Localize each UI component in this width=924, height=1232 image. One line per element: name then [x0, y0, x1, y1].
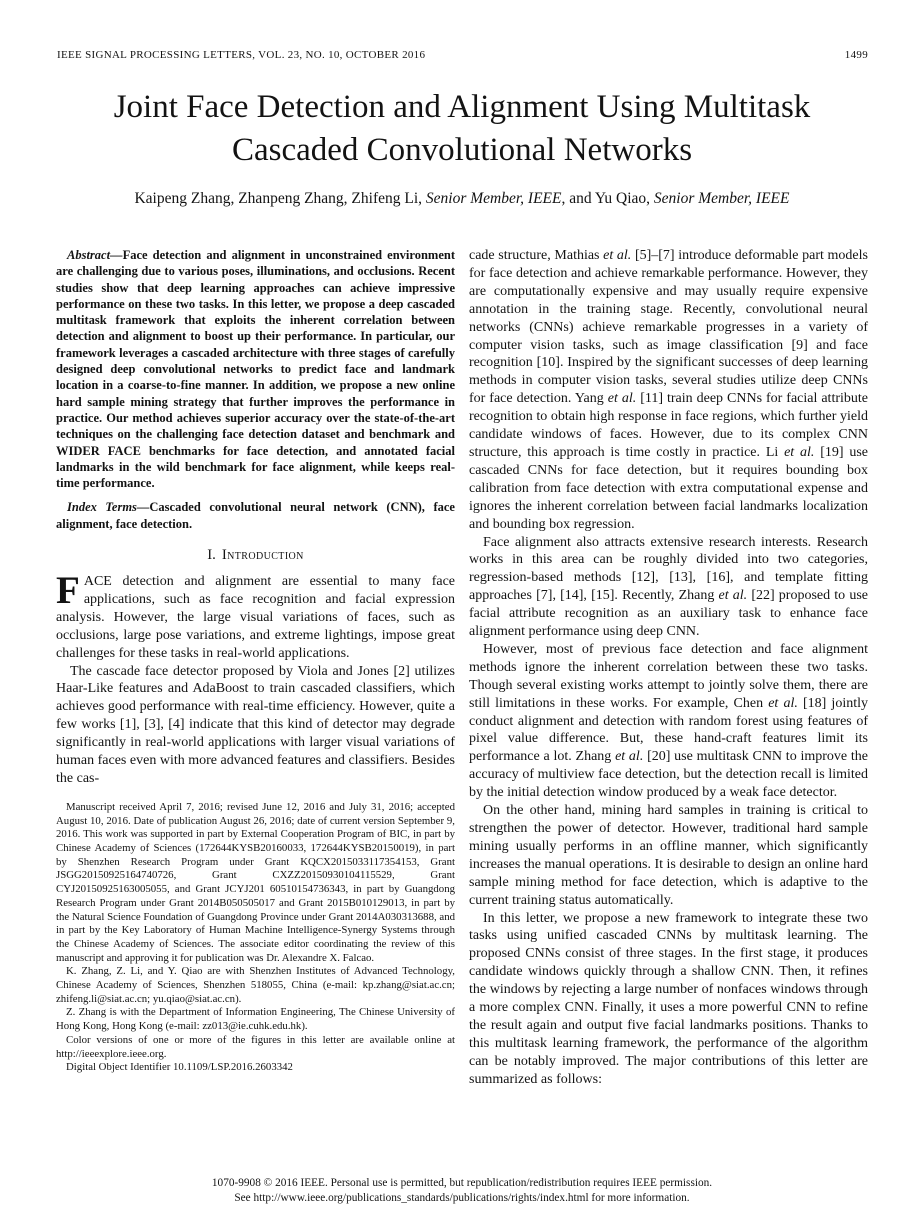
intro-paragraph-1: [56, 569, 455, 663]
first-page-footnote: [56, 801, 455, 1075]
footnote-affiliation-2: Z. Zhang is with the Department of Information Engineering, The Chinese University of Hong Kong, Hong Kong (e-mail: zz013@ie.cuhk.edu.hk).: [56, 1006, 455, 1033]
body-paragraph: In this letter, we propose a new framework to integrate these two tasks using unified cascaded CNNs by multitask learning. The proposed CNNs consist of three stages. In the first stage, it produces candidate windows quickly through a shallow CNN. Then, it refines the windows by rejecting a large number of nonfaces windows through a more complex CNN. Finally, it uses a more powerful CNN to refine the result again and output five facial landmarks positions. Thanks to this multitask learning framework, the performance of the algorithm can be notably improved. The major contributions of this letter are summarized as follows:: [469, 910, 868, 1087]
right-column: [469, 247, 868, 1089]
footnote-affiliation-1: K. Zhang, Z. Li, and Y. Qiao are with Shenzhen Institutes of Advanced Technology, Chinese Academy of Sciences, Shenzhen 518055, China (e-mail: kp.zhang@siat.ac.cn; zhifeng.li@siat.ac.cn; yu.qiao@siat.ac.cn).: [56, 965, 455, 1005]
footnote-doi: Digital Object Identifier 10.1109/LSP.2016.2603342: [66, 1061, 293, 1074]
section-title: Introduction: [221, 547, 304, 564]
paper-title: [0, 86, 924, 172]
index-terms-text: Cascaded convolutional neural network (CNN), face alignment, face detection.: [56, 500, 455, 531]
title-line-2: Cascaded Convolutional Networks: [231, 132, 693, 168]
copyright-footer: [0, 1176, 924, 1206]
journal-name: IEEE SIGNAL PROCESSING LETTERS, VOL. 23, NO. 10, OCTOBER 2016: [57, 49, 426, 61]
drop-cap: F: [56, 569, 80, 613]
index-terms-paragraph: [56, 499, 455, 532]
two-column-body: [56, 247, 868, 1089]
running-head: [57, 49, 868, 61]
index-terms-label: Index Terms—: [67, 500, 150, 515]
abstract-text: Face detection and alignment in unconstrained environment are challenging due to various poses, illuminations, and occlusions. Recent studies show that deep learning approaches can achieve impressive performance on these two tasks. In this letter, we propose a deep cascaded multitask framework that exploits the inherent correlation between detection and alignment to boost up their performance. In particular, our framework leverages a cascaded architecture with three stages of carefully designed deep convolutional networks to predict face and landmark location in a coarse-to-fine manner. In addition, we propose a new online hard sample mining strategy that further improves the performance in practice. Our method achieves superior accuracy over the state-of-the-art techniques on the challenging face detection dataset and benchmark and WIDER FACE benchmarks for face detection, and annotated facial landmarks in the wild benchmark for face alignment, while keeps real-time performance.: [56, 248, 455, 491]
intro-paragraph-1-text: ACE detection and alignment are essential to many face applications, such as face recognition and facial expression analysis. However, the large visual variations of faces, such as occlusions, large pose variations, and extreme lightings, impose great challenges for these tasks in real-world applications.: [56, 574, 455, 661]
section-number: I.: [207, 547, 216, 564]
abstract-paragraph: [56, 247, 455, 491]
body-paragraph: cade structure, Mathias et al. [5]–[7] introduce deformable part models for face detection and achieve remarkable performance. However, they are computationally expensive and may usually require expensive annotation in the training stage. Recently, convolutional neural networks (CNNs) achieve remarkable progresses in a variety of computer vision tasks, such as image classification [9] and face recognition [10]. Inspired by the significant successes of deep learning methods in computer vision tasks, several studies utilize deep CNNs for face detection. Yang et al. [11] train deep CNNs for facial attribute recognition to obtain high response in face regions, which further yield candidate windows of faces. However, due to its complex CNN structure, this approach is time costly in practice. Li et al. [19] use cascaded CNNs for face detection, but it requires bounding box calibration from face detection with extra computational expense and ignores the inherent correlation between facial landmarks localization and bounding box regression.: [469, 248, 868, 532]
author-names-1: Kaipeng Zhang, Zhanpeng Zhang, Zhifeng Li,: [134, 190, 426, 207]
left-column: [56, 247, 455, 1089]
body-paragraph: However, most of previous face detection and face alignment methods ignore the inherent correlation between these two tasks. Though several existing works attempt to jointly solve them, there are still limitations in these works. For example, Chen et al. [18] jointly conduct alignment and detection with random forest using features of pixel value difference. But, these hand-craft features limit its performance a lot. Zhang et al. [20] use multitask CNN to improve the accuracy of multiview face detection, but the detection recall is limited by the initial detection window produced by a weak face detector.: [469, 641, 868, 801]
intro-paragraph-2: The cascade face detector proposed by Viola and Jones [2] utilizes Haar-Like features and AdaBoost to train cascaded classifiers, which achieves good performance with real-time efficiency. However, quite a few works [1], [3], [4] indicate that this kind of detector may degrade significantly in real-world applications with larger visual variations of human faces even with more advanced features and classifiers. Besides the cas-: [56, 663, 455, 787]
title-line-1: Joint Face Detection and Alignment Using Multitask: [113, 89, 811, 125]
author-names-2: , and Yu Qiao,: [561, 190, 654, 207]
section-heading-introduction: [56, 547, 455, 564]
copyright-line-1: 1070-9908 © 2016 IEEE. Personal use is permitted, but republication/redistribution requires IEEE permission.: [211, 1177, 713, 1189]
membership-1: Senior Member, IEEE: [425, 190, 562, 207]
copyright-line-2: See http://www.ieee.org/publications_standards/publications/rights/index.html for more information.: [234, 1192, 690, 1204]
authors-line: [0, 190, 924, 208]
page-number: 1499: [844, 49, 868, 61]
body-paragraph: Face alignment also attracts extensive research interests. Research works in this area can be roughly divided into two categories, regression-based methods [12], [13], [16], and template fitting approaches [7], [14], [15]. Recently, Zhang et al. [22] proposed to use facial attribute recognition as an auxiliary task to enhance face alignment performance using deep CNN.: [469, 534, 868, 640]
footnote-manuscript-history: Manuscript received April 7, 2016; revised June 12, 2016 and July 31, 2016; accepted August 10, 2016. Date of publication August 26, 2016; date of current version September 9, 2016. This work was supported in part by External Cooperation Program of BIC, in part by Chinese Academy of Sciences (172644KYSB20160033, 172644KYSB20150019), in part by Shenzhen Research Program under Grant KQCX2015033117354153, Grant JSGG20150925164740726, Grant CXZZ20150930104115529, Grant CYJ20150925163005055, and Grant JCYJ201 60510154736343, in part by Guangdong Research Program under Grant 2014B050505017 and Grant 2015B010129013, in part by the Natural Science Foundation of Guangdong Province under Grant 2014A030313688, and in part by the Key Laboratory of Human Machine Intelligence-Synergy Systems through the Chinese Academy of Sciences. The associate editor coordinating the review of this manuscript and approving it for publication was Dr. Alexandre X. Falcao.: [56, 800, 455, 964]
body-paragraph: On the other hand, mining hard samples in training is critical to strengthen the power of detector. However, traditional hard sample mining usually performs in an offline manner, which significantly increases the manual operations. It is desirable to design an online hard sample mining method for face detection, which is adaptive to the current training status automatically.: [469, 803, 868, 908]
abstract-label: Abstract—: [67, 248, 123, 262]
membership-2: Senior Member, IEEE: [653, 190, 790, 207]
footnote-color-versions: Color versions of one or more of the figures in this letter are available online at http://ieeexplore.ieee.org.: [56, 1033, 455, 1060]
